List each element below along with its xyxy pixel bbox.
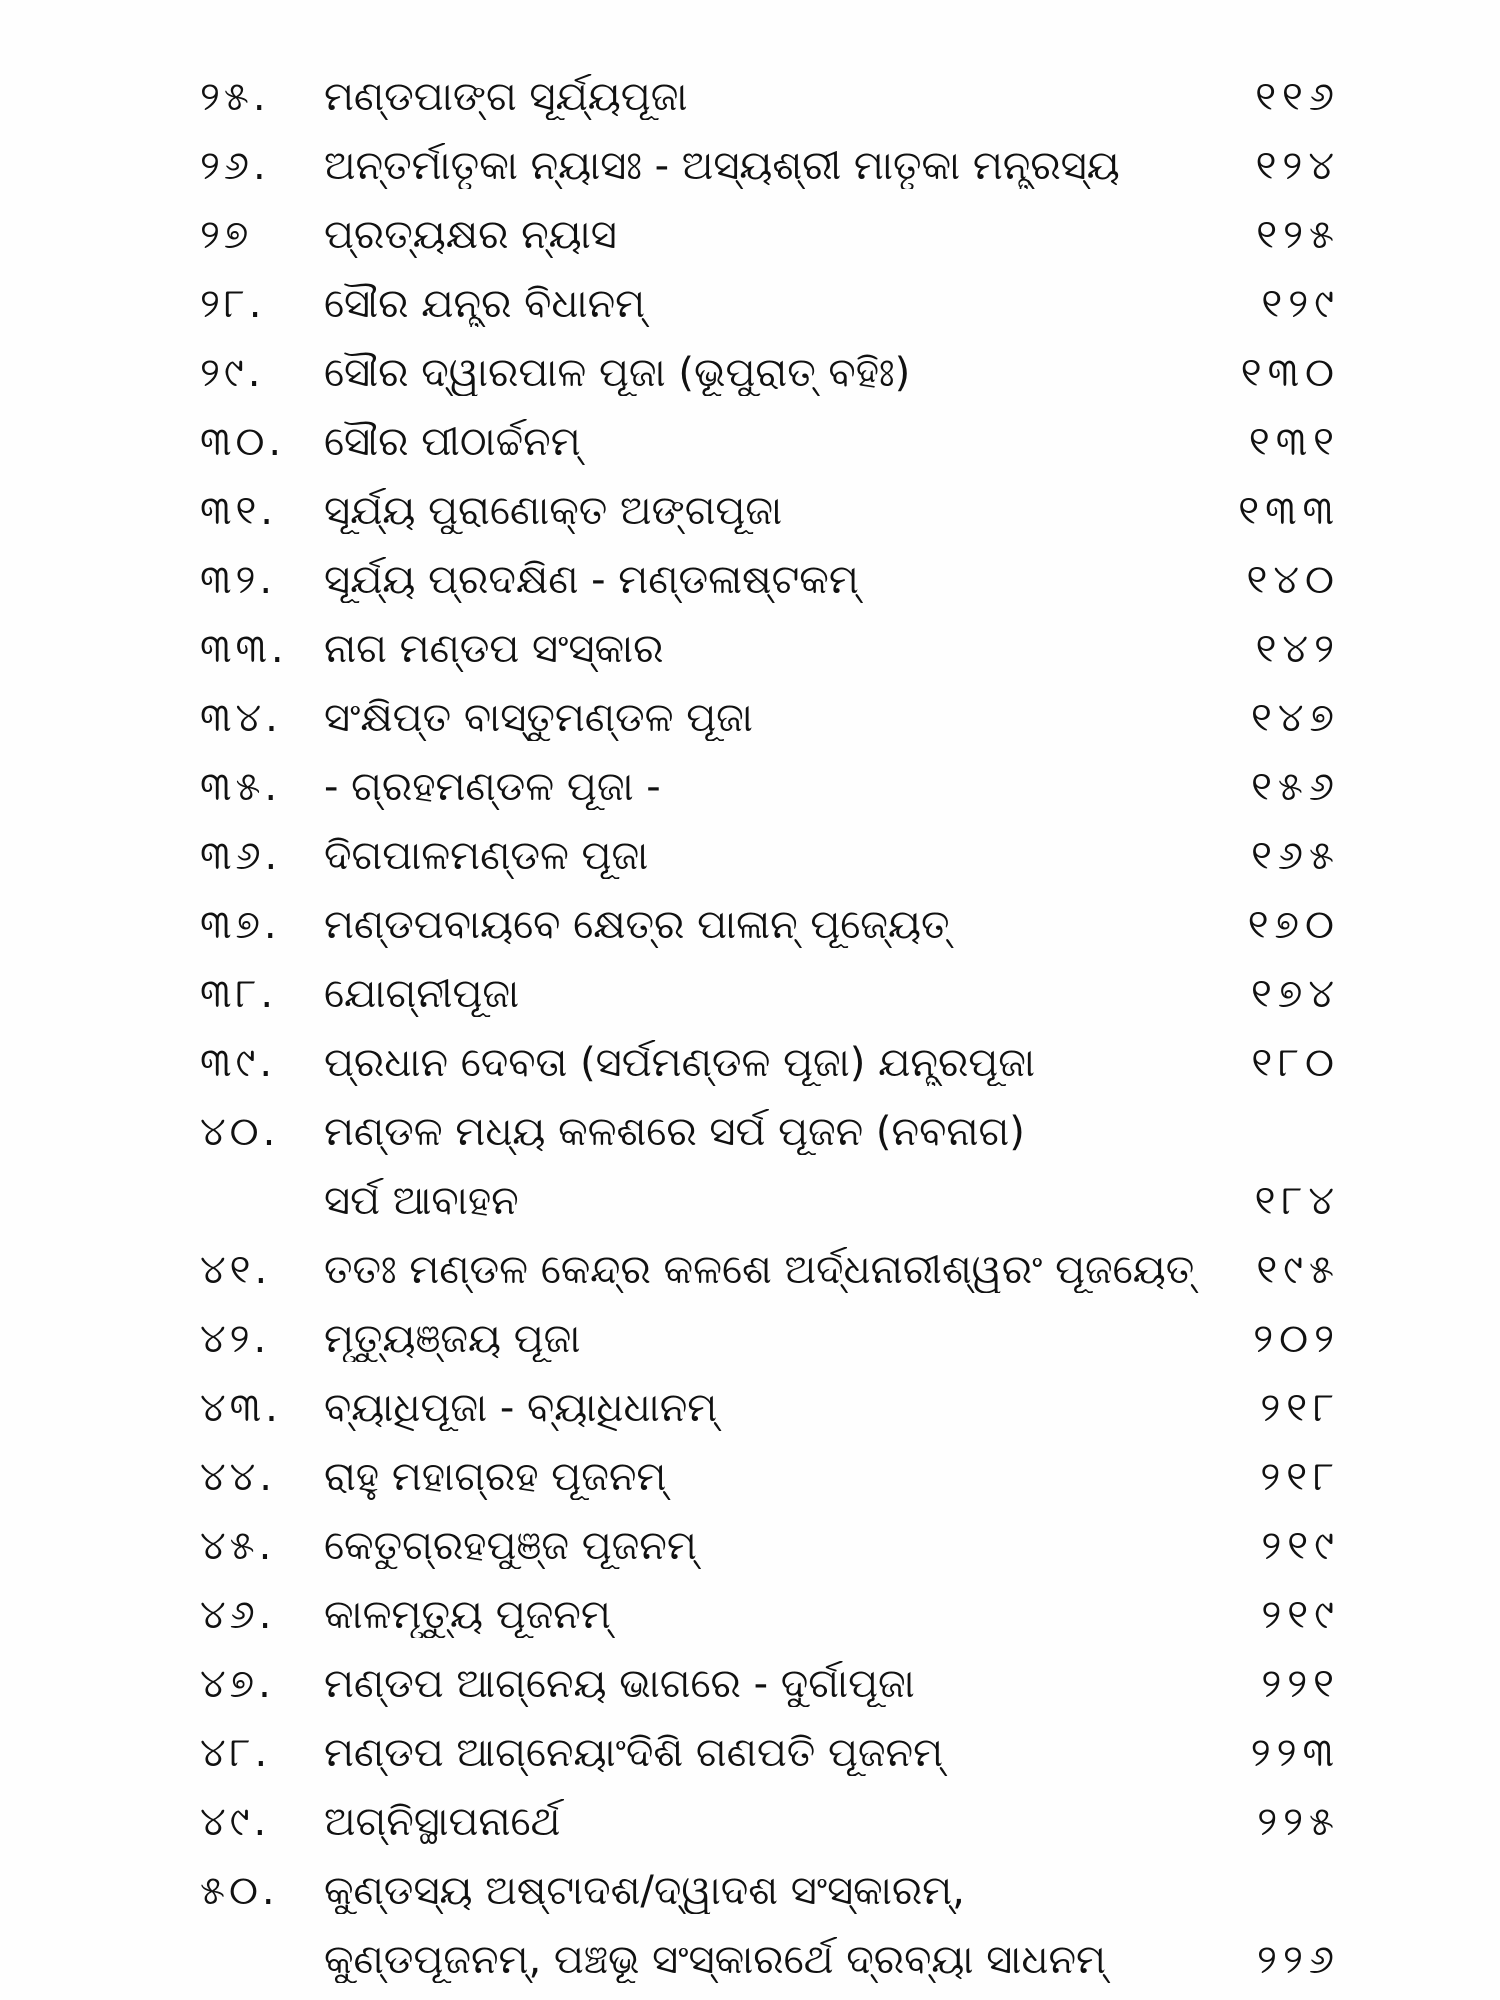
- entry-title: ସୌର ଯନ୍ତ୍ର ବିଧାନମ୍: [324, 280, 646, 327]
- entry-number: ୩୬.: [200, 832, 282, 879]
- toc-entry: [200, 545, 1340, 614]
- entry-number: ୨୬.: [200, 142, 270, 189]
- entry-number: ୩୫.: [200, 763, 282, 810]
- entry-title: ସଂକ୍ଷିପ୍ତ ବାସ୍ତୁମଣ୍ଡଳ ପୂଜା: [324, 694, 753, 741]
- entry-title: ସର୍ପ ଆବାହନ: [324, 1177, 519, 1224]
- entry-page-number: ୧୨୪: [1255, 142, 1340, 189]
- entry-page-number: ୨୨୫: [1257, 1798, 1340, 1845]
- entry-page-number: ୨୧୮: [1260, 1384, 1340, 1431]
- toc-entry: [200, 821, 1340, 890]
- entry-title: ସୂର୍ଯ୍ୟ ପୁରାଣୋକ୍ତ ଅଙ୍ଗପୂଜା: [324, 487, 783, 534]
- entry-number: ୪୩.: [200, 1384, 282, 1431]
- entry-page-number: ୨୨୩: [1250, 1729, 1340, 1776]
- entry-title: ସୌର ଦ୍ୱାରପାଳ ପୂଜା (ଭୂପୁରାତ୍ ବହିଃ): [324, 349, 911, 396]
- toc-entry: [200, 683, 1340, 752]
- entry-page-number: ୧୨୯: [1261, 280, 1340, 327]
- entry-page-number: ୧୪୭: [1251, 694, 1340, 741]
- toc-entry: [200, 200, 1340, 269]
- entry-title: - ଗ୍ରହମଣ୍ଡଳ ପୂଜା -: [324, 763, 661, 810]
- entry-number: ୪୭.: [200, 1660, 275, 1707]
- entry-number: ୩୨.: [200, 556, 277, 603]
- entry-number: ୪୪.: [200, 1453, 276, 1500]
- entry-title: ପ୍ରଧାନ ଦେବତା (ସର୍ପମଣ୍ଡଳ ପୂଜା) ଯନ୍ତ୍ରପୂଜା: [324, 1039, 1035, 1086]
- entry-page-number: ୧୭୪: [1251, 970, 1340, 1017]
- entry-title: ବ୍ୟାଧିପୂଜା - ବ୍ୟାଧିଧାନମ୍: [324, 1384, 718, 1431]
- toc-entry: [200, 890, 1340, 959]
- entry-page-number: ୧୩୩: [1238, 487, 1340, 534]
- entry-page-number: ୧୭୦: [1247, 901, 1340, 948]
- entry-title: ମଣ୍ଡପାଙ୍ଗ ସୂର୍ଯ୍ୟପୂଜା: [324, 73, 688, 120]
- entry-number: ୨୫.: [200, 73, 270, 120]
- entry-number: ୩୦.: [200, 418, 286, 465]
- toc-entry: [200, 1235, 1340, 1304]
- entry-number: ୫୦.: [200, 1867, 279, 1914]
- toc-entry: [200, 1787, 1340, 1856]
- entry-number: ୩୧.: [200, 487, 277, 534]
- entry-number: ୪୮.: [200, 1729, 272, 1776]
- entry-number: ୪୨.: [200, 1315, 271, 1362]
- entry-page-number: ୧୯୫: [1256, 1246, 1340, 1293]
- entry-title: ମଣ୍ଡପ ଆଗ୍ନେୟ ଭାଗରେ - ଦୁର୍ଗାପୂଜା: [324, 1660, 915, 1707]
- entry-number: ୪୬.: [200, 1591, 276, 1638]
- toc-entry: [200, 1373, 1340, 1442]
- entry-number: ୨୭: [200, 211, 253, 258]
- toc-entry: [200, 62, 1340, 131]
- entry-number: ୪୦.: [200, 1108, 280, 1155]
- toc-entry: [200, 1649, 1340, 1718]
- toc-entry: [200, 1511, 1340, 1580]
- entry-number: ୩୮.: [200, 970, 278, 1017]
- toc-entry: [200, 1442, 1340, 1511]
- entry-page-number: ୨୨୧: [1261, 1660, 1340, 1707]
- entry-title: ଅନ୍ତର୍ମାତୃକା ନ୍ୟାସଃ - ଅସ୍ୟଶ୍ରୀ ମାତୃକା ମନ୍ତ୍ରସ୍ୟ: [324, 142, 1120, 189]
- entry-page-number: ୨୧୮: [1260, 1453, 1340, 1500]
- toc-entry: [200, 1718, 1340, 1787]
- entry-title: ମଣ୍ଡଳ ମଧ୍ୟ କଳଶରେ ସର୍ପ ପୂଜନ (ନବନାଗ): [324, 1108, 1025, 1155]
- toc-entry: [200, 1166, 1340, 1235]
- entry-page-number: ୧୫୬: [1251, 763, 1340, 810]
- entry-title: କାଳମୃତ୍ୟୁ ପୂଜନମ୍: [324, 1591, 611, 1638]
- entry-title: ତତଃ ମଣ୍ଡଳ କେନ୍ଦ୍ର କଳଶେ ଅର୍ଦ୍ଧନାରୀଶ୍ୱରଂ ପୂଜୟେତ୍: [324, 1246, 1195, 1293]
- entry-page-number: ୧୪୦: [1246, 556, 1340, 603]
- entry-title: ନାଗ ମଣ୍ଡପ ସଂସ୍କାର: [324, 625, 664, 672]
- toc-entry: [200, 614, 1340, 683]
- entry-page-number: ୨୦୨: [1253, 1315, 1340, 1362]
- entry-title: ପ୍ରତ୍ୟକ୍ଷର ନ୍ୟାସ: [324, 211, 617, 258]
- toc-entry: [200, 1580, 1340, 1649]
- entry-title: ଯୋଗ୍ନୀପୂଜା: [324, 970, 520, 1017]
- entry-number: ୩୭.: [200, 901, 281, 948]
- table-of-contents: [200, 62, 1340, 1994]
- toc-entry: [200, 407, 1340, 476]
- toc-entry: [200, 959, 1340, 1028]
- toc-entry: [200, 269, 1340, 338]
- entry-title: କୁଣ୍ଡପୂଜନମ୍, ପଞ୍ଚଭୂ ସଂସ୍କାରର୍ଥେ ଦ୍ରବ୍ୟା ସାଧନମ୍: [324, 1936, 1106, 1983]
- entry-page-number: ୧୮୪: [1254, 1177, 1340, 1224]
- toc-entry: [200, 476, 1340, 545]
- toc-entry: [200, 1925, 1340, 1994]
- entry-page-number: ୧୬୫: [1251, 832, 1340, 879]
- toc-entry: [200, 1304, 1340, 1373]
- toc-entry: [200, 752, 1340, 821]
- toc-entry: [200, 131, 1340, 200]
- entry-page-number: ୧୮୦: [1251, 1039, 1340, 1086]
- entry-number: ୪୯.: [200, 1798, 271, 1845]
- entry-page-number: ୨୧୯: [1261, 1591, 1340, 1638]
- entry-title: ସୂର୍ଯ୍ୟ ପ୍ରଦକ୍ଷିଣ - ମଣ୍ଡଳାଷ୍ଟକମ୍: [324, 556, 859, 603]
- toc-entry: [200, 338, 1340, 407]
- toc-entry: [200, 1028, 1340, 1097]
- entry-title: ରାହୁ ମହାଗ୍ରହ ପୂଜନମ୍: [324, 1453, 667, 1500]
- entry-page-number: ୨୧୯: [1261, 1522, 1340, 1569]
- entry-page-number: ୧୪୨: [1255, 625, 1340, 672]
- entry-title: ମଣ୍ଡପ ଆଗ୍ନେୟାଂଦିଶି ଗଣପତି ପୂଜନମ୍: [324, 1729, 944, 1776]
- entry-number: ୨୮.: [200, 280, 266, 327]
- entry-page-number: ୨୨୬: [1257, 1936, 1340, 1983]
- entry-page-number: ୧୩୧: [1248, 418, 1340, 465]
- entry-title: ଅଗ୍ନିସ୍ଥାପନାର୍ଥେ: [324, 1798, 561, 1845]
- entry-title: ସୌର ପୀଠାର୍ଚ୍ଚନମ୍: [324, 418, 581, 465]
- entry-page-number: ୧୩୦: [1240, 349, 1340, 396]
- entry-number: ୩୪.: [200, 694, 282, 741]
- entry-title: ମୃତ୍ୟୁଞ୍ଜୟ ପୂଜା: [324, 1315, 581, 1362]
- entry-page-number: ୧୨୫: [1256, 211, 1340, 258]
- entry-title: କେତୁଗ୍ରହପୁଞ୍ଜ ପୂଜନମ୍: [324, 1522, 697, 1569]
- toc-entry: [200, 1097, 1340, 1166]
- entry-number: ୪୫.: [200, 1522, 276, 1569]
- entry-number: ୩୩.: [200, 625, 288, 672]
- entry-page-number: ୧୧୬: [1255, 73, 1340, 120]
- entry-title: ମଣ୍ଡପବାୟବେ କ୍ଷେତ୍ର ପାଳାନ୍ ପୂଜ୍ୟେତ୍: [324, 901, 950, 948]
- entry-title: ଦିଗପାଳମଣ୍ଡଳ ପୂଜା: [324, 832, 649, 879]
- entry-title: କୁଣ୍ଡସ୍ୟ ଅଷ୍ଟାଦଶ/ଦ୍ୱାଦଶ ସଂସ୍କାରମ୍,: [324, 1867, 965, 1914]
- entry-number: ୪୧.: [200, 1246, 272, 1293]
- toc-entry: [200, 1856, 1340, 1925]
- entry-number: ୨୯.: [200, 349, 265, 396]
- entry-number: ୩୯.: [200, 1039, 277, 1086]
